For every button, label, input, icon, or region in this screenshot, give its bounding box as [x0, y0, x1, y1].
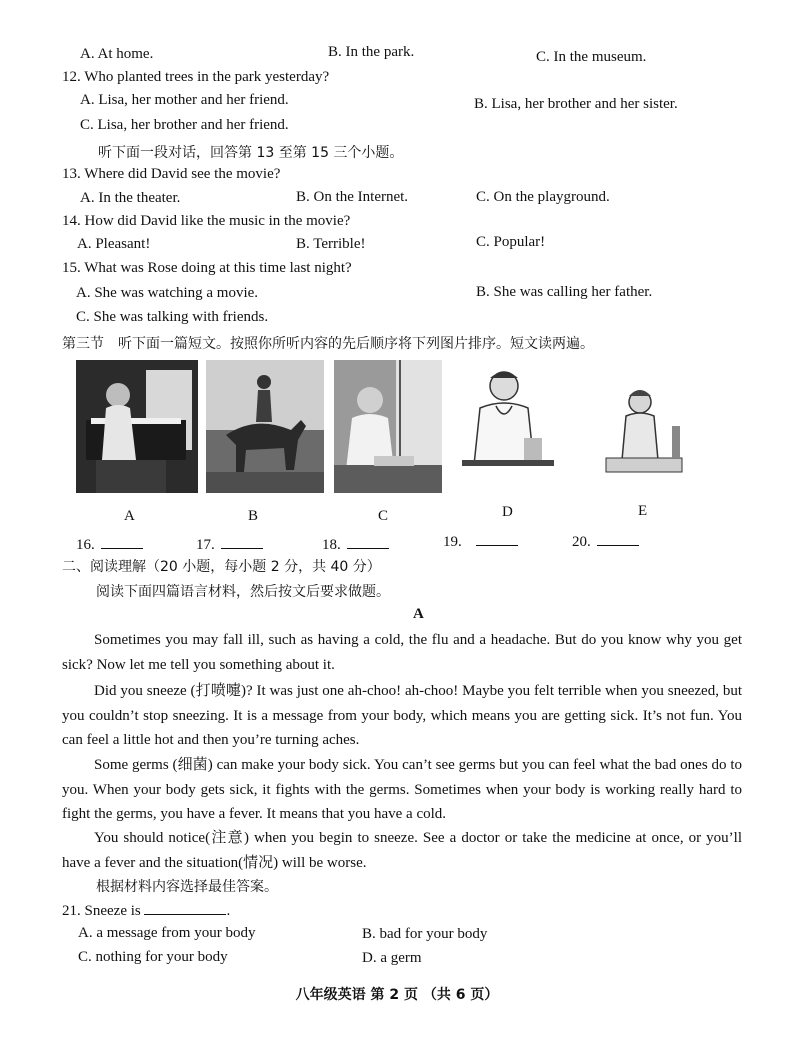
- picture-label-a: A: [124, 508, 135, 524]
- picture-e-sick-child: [592, 360, 696, 493]
- picture-c-man-at-table: [334, 360, 442, 493]
- section-3-instruction: 第三节 听下面一篇短文。按照你所听内容的先后顺序将下列图片排序。短文读两遍。: [62, 336, 594, 352]
- q13-option-a: A. In the theater.: [80, 190, 181, 206]
- answer-16: 16.: [76, 534, 143, 554]
- q15-option-b: B. She was calling her father.: [476, 284, 653, 300]
- picture-d-doctor: [452, 360, 564, 493]
- q12-option-c: C. Lisa, her brother and her friend.: [80, 117, 289, 133]
- picture-b-horse-rider: [206, 360, 324, 493]
- passage-paragraph-3: Some germs (细菌) can make your body sick. You can’t see germs but you can feel what the bad ones do to you. When your body gets sick, it fights with the germs. Sometimes when your body is working really hard to fight the germs, you have a fever. It means that you have a cold.: [62, 757, 742, 822]
- q21-option-b: B. bad for your body: [362, 926, 488, 942]
- answer-20: 20.: [572, 531, 639, 551]
- q21-option-a: A. a message from your body: [78, 925, 256, 941]
- q15-option-c: C. She was talking with friends.: [76, 309, 269, 325]
- q11-option-a: A. At home.: [80, 46, 154, 62]
- q12-option-a: A. Lisa, her mother and her friend.: [80, 92, 289, 108]
- q14-question: 14. How did David like the music in the movie?: [62, 213, 351, 229]
- answer-19: 19.: [443, 531, 518, 551]
- q21-option-d: D. a germ: [362, 950, 422, 966]
- picture-label-b: B: [248, 508, 259, 524]
- answer-18: 18.: [322, 534, 389, 554]
- page-footer: 八年级英语 第 2 页 （共 6 页）: [295, 987, 499, 1003]
- q21-question: 21. Sneeze is .: [62, 900, 230, 920]
- q21-option-c: C. nothing for your body: [78, 949, 228, 965]
- passage-title: A: [413, 606, 424, 622]
- picture-label-d: D: [502, 504, 513, 520]
- q12-option-b: B. Lisa, her brother and her sister.: [474, 96, 678, 112]
- passage-paragraph-2: Did you sneeze (打喷嚏)? It was just one ah-choo! ah-choo! Maybe you felt terrible when you sneezed, but you couldn’t stop sneezing. It is a message from your body, which means you are getting sick. It’s not fun. You can feel a little hot and then you’re turning aches.: [62, 683, 742, 748]
- q11-option-c: C. In the museum.: [536, 49, 647, 65]
- dialogue-instruction: 听下面一段对话，回答第 13 至第 15 三个小题。: [98, 145, 404, 161]
- q14-option-c: C. Popular!: [476, 234, 546, 250]
- answer-17: 17.: [196, 534, 263, 554]
- q14-option-b: B. Terrible!: [296, 236, 366, 252]
- q15-option-a: A. She was watching a movie.: [76, 285, 259, 301]
- q13-option-b: B. On the Internet.: [296, 189, 409, 205]
- picture-label-c: C: [378, 508, 389, 524]
- q13-question: 13. Where did David see the movie?: [62, 166, 281, 182]
- part-2-title: 二、阅读理解（20 小题，每小题 2 分，共 40 分）: [62, 559, 381, 575]
- choose-instruction: 根据材料内容选择最佳答案。: [96, 879, 278, 895]
- passage-paragraph-4: You should notice(注意) when you begin to sneeze. See a doctor or take the medicine at once, or you’ll have a fever and the situation(情况) will be worse.: [62, 830, 742, 871]
- part-2-instruction: 阅读下面四篇语言材料，然后按文后要求做题。: [96, 584, 390, 600]
- q13-option-c: C. On the playground.: [476, 189, 610, 205]
- q11-option-b: B. In the park.: [328, 44, 415, 60]
- q14-option-a: A. Pleasant!: [77, 236, 151, 252]
- picture-a-piano-player: [76, 360, 198, 493]
- passage-paragraph-1: Sometimes you may fall ill, such as having a cold, the flu and a headache. But do you know why you get sick? Now let me tell you something about it.: [62, 632, 742, 673]
- picture-label-e: E: [638, 503, 648, 519]
- q15-question: 15. What was Rose doing at this time last night?: [62, 260, 352, 276]
- q12-question: 12. Who planted trees in the park yesterday?: [62, 69, 330, 85]
